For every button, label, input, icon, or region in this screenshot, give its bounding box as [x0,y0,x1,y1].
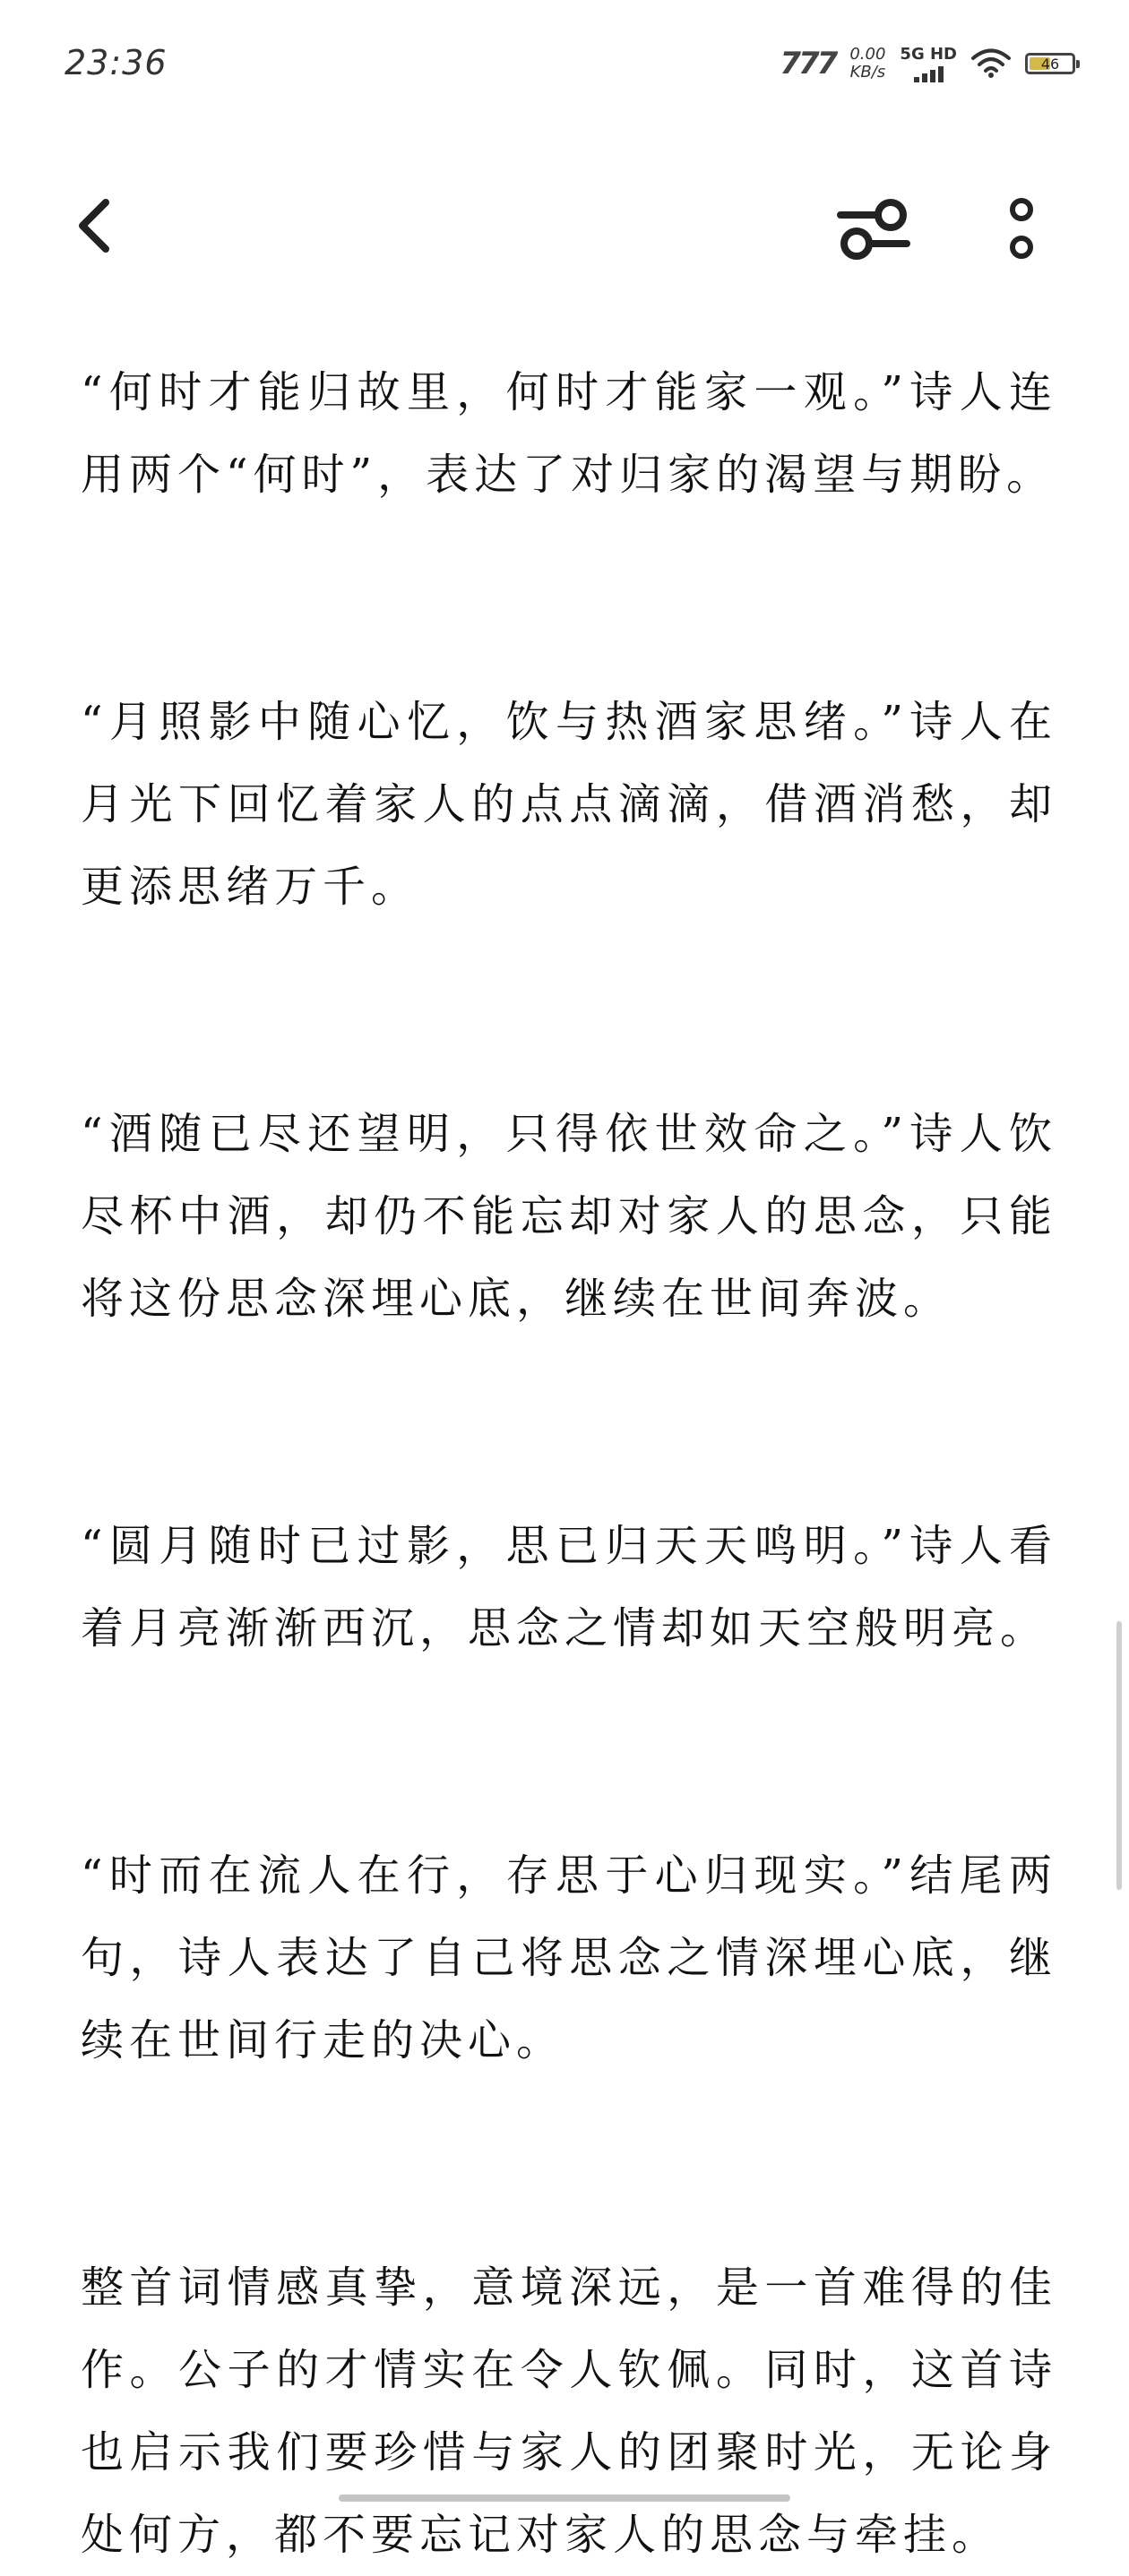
article-paragraph: “时而在流人在行，存思于心归现实。”结尾两句，诗人表达了自己将思念之情深埋心底，继续在世间行走的决心。 [81,1850,1057,2065]
cellular-status [900,45,957,82]
article-paragraph: 整首词情感真挚，意境深远，是一首难得的佳作。公子的才情实在令人钦佩。同时，这首诗也启示我们要珍惜与家人的团聚时光，无论身处何方，都不要忘记对家人的思念与牵挂。 [81,2263,1057,2560]
status-brand-logo: 777 [780,46,836,82]
article-paragraph: “何时才能归故里，何时才能家一观。”诗人连用两个“何时”，表达了对归家的渴望与期盼。 [81,367,1057,500]
network-speed-unit: KB/s [849,63,886,82]
status-time: 23:36 [65,43,168,82]
battery-icon [1025,53,1075,74]
article-paragraph: “酒随已尽还望明，只得依世效命之。”诗人饮尽杯中酒，却仍不能忘却对家人的思念，只能将这份思念深埋心底，继续在世间奔波。 [81,1109,1057,1324]
article-paragraph: “月照影中随心忆，饮与热酒家思绪。”诗人在月光下回忆着家人的点点滴滴，借酒消愁，却更添思绪万千。 [81,697,1057,912]
network-speed [849,46,885,82]
battery-percent: 46 [1040,55,1060,73]
wifi-icon [971,48,1011,79]
status-bar [0,0,1129,134]
reading-settings-icon[interactable] [833,188,914,269]
status-indicators [780,45,1075,82]
article-body [81,351,1057,2576]
network-type: 5G HD [900,45,957,64]
signal-strength-icon [914,64,944,82]
back-chevron-icon[interactable] [70,190,124,262]
scrollbar-thumb[interactable] [1116,1621,1122,1890]
more-vertical-icon[interactable] [995,188,1048,269]
home-indicator[interactable] [339,2494,790,2502]
network-speed-value: 0.00 [849,45,886,64]
article-paragraph: “圆月随时已过影，思已归天天鸣明。”诗人看着月亮渐渐西沉，思念之情却如天空般明亮。 [81,1521,1057,1653]
